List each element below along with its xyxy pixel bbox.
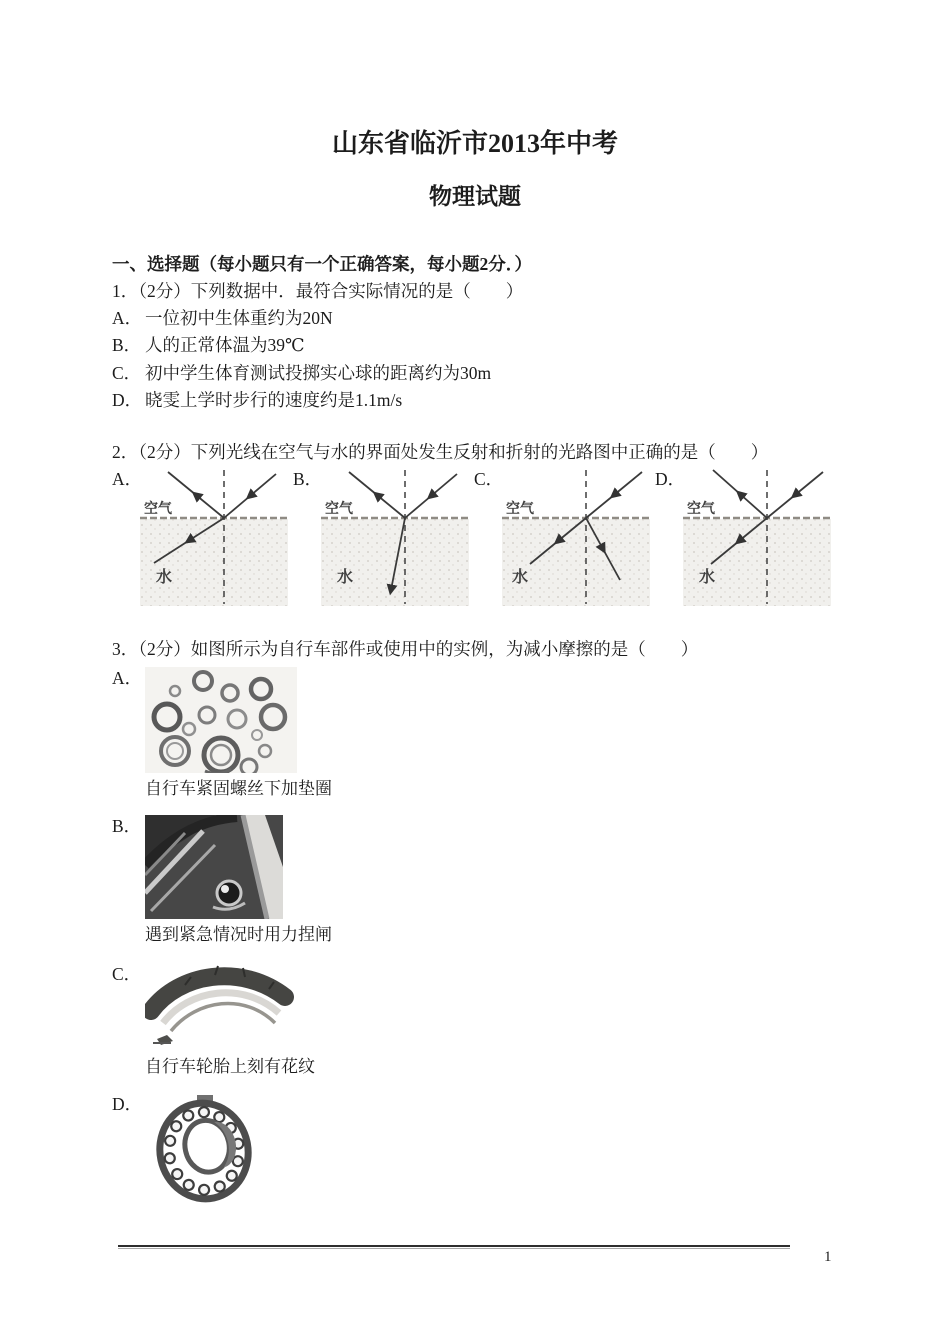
water-region [321, 519, 469, 606]
q1-option-d [112, 387, 838, 414]
water-region [140, 519, 288, 606]
water-region [683, 519, 831, 606]
q2-diagram-row [112, 468, 838, 606]
q1-option-b-text: 人的正常体温为39℃ [145, 335, 305, 356]
q3-option-c [112, 963, 838, 1079]
incident-ray [405, 474, 457, 518]
reflected-ray [168, 472, 224, 518]
q3-option-c-label: C． [112, 963, 142, 984]
q1-option-a [112, 305, 838, 332]
q1-option-d-label: D． [112, 390, 143, 411]
document-subtitle: 物理试题 [429, 184, 521, 209]
incident-ray [224, 474, 276, 518]
q1-option-c [112, 360, 838, 387]
light-path-diagram-d [683, 468, 831, 606]
light-path-diagram-c [502, 468, 650, 606]
q3-option-a-caption: 自行车紧固螺丝下加垫圈 [145, 778, 332, 798]
q3-option-d [112, 1093, 838, 1205]
q3-option-c-caption: 自行车轮胎上刻有花纹 [145, 1056, 315, 1076]
light-path-diagram-b [321, 468, 469, 606]
ball-bearing-photo [145, 1093, 263, 1205]
bicycle-brake-photo [145, 815, 283, 919]
q1-option-a-label: A． [112, 308, 143, 328]
question-2-stem: 2．（2分）下列光线在空气与水的界面处发生反射和折射的光路图中正确的是（ ） [112, 441, 769, 462]
q3-option-a [112, 667, 838, 801]
q1-option-c-text: 初中学生体育测试投掷实心球的距离约为30m [145, 362, 492, 383]
question-1-stem: 1．（2分）下列数据中．最符合实际情况的是（ ） [112, 281, 524, 301]
q1-option-d-text: 晓雯上学时步行的速度约是1.1m/s [145, 390, 403, 411]
q2-diagram-b [293, 468, 474, 606]
air-label: 空气 [144, 501, 172, 517]
q2-diagram-c-label: C． [474, 468, 504, 489]
q2-diagram-c [474, 468, 655, 606]
q2-diagram-d-label: D． [655, 468, 686, 489]
q3-option-b-label: B． [112, 815, 142, 836]
q1-option-c-label: C． [112, 362, 142, 383]
q2-diagram-a [112, 468, 293, 606]
water-label: 水 [512, 568, 529, 586]
q2-diagram-b-label: B． [293, 468, 323, 489]
reflected-ray [349, 472, 405, 518]
air-label: 空气 [687, 501, 715, 517]
light-path-diagram-a [140, 468, 288, 606]
section-heading: 一、选择题（每小题只有一个正确答案，每小题2分．） [112, 254, 532, 274]
q1-option-a-text: 一位初中生体重约为20N [145, 308, 333, 328]
q3-option-a-label: A． [112, 667, 143, 688]
q3-option-b-caption: 遇到紧急情况时用力捏闸 [145, 924, 332, 944]
q1-option-b [112, 332, 838, 359]
q3-option-d-label: D． [112, 1093, 143, 1114]
q1-option-b-label: B． [112, 335, 142, 356]
q2-diagram-a-label: A． [112, 468, 143, 489]
question-1-options [112, 305, 838, 415]
water-label: 水 [156, 568, 173, 586]
incident-ray [586, 472, 642, 518]
reflected-ray [713, 470, 767, 518]
bicycle-tire-photo [145, 963, 295, 1051]
q3-option-b [112, 815, 838, 947]
washers-photo [145, 667, 297, 773]
air-label: 空气 [325, 501, 353, 517]
incident-ray [767, 472, 823, 518]
document-title: 山东省临沂市2013年中考 [331, 129, 618, 158]
water-label: 水 [699, 568, 716, 586]
water-region [502, 519, 650, 606]
page-number: 1 [824, 1249, 832, 1265]
question-3-stem: 3．（2分）如图所示为自行车部件或使用中的实例，为减小摩擦的是（ ） [112, 638, 699, 659]
air-label: 空气 [506, 501, 534, 517]
footer-divider [118, 1245, 790, 1249]
water-label: 水 [337, 568, 354, 586]
q2-diagram-d [655, 468, 836, 606]
